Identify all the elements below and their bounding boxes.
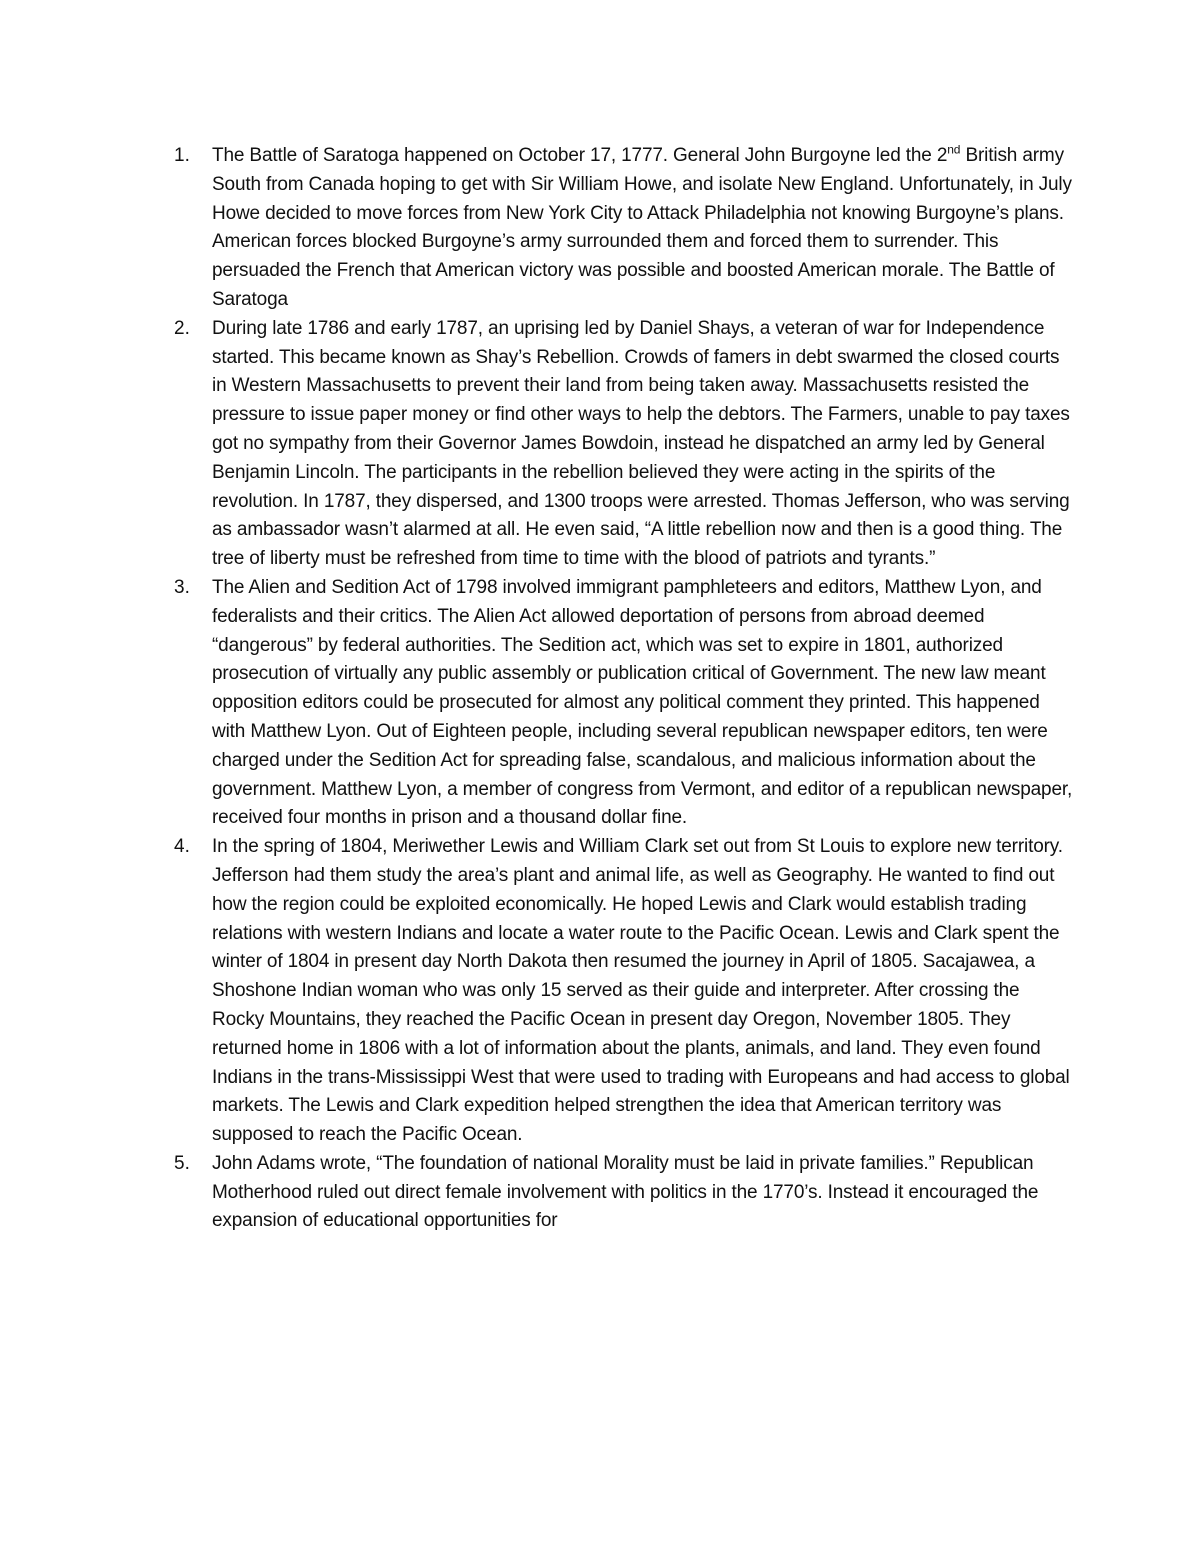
list-item-2 [174,315,1074,574]
list-item-3 [174,574,1074,833]
list-item-4 [174,833,1074,1150]
text-segment: British army South from Canada hoping to get with Sir William Howe, and isolate New England. Unfortunately, in July Howe decided to move forces from New York City to Attack Philadelphia not knowing Burgoyne’s plans. American forces blocked Burgoyne’s army surrounded them and forced them to surrender. This persuaded the French that American victory was possible and boosted American morale. The Battle of Saratoga [212,145,1072,310]
paragraph-text: The Alien and Sedition Act of 1798 involved immigrant pamphleteers and editors, Matthew Lyon, and federalists and their critics. The Alien Act allowed deportation of persons from abroad deemed “dangerous” by federal authorities. The Sedition act, which was set to expire in 1801, authorized prosecution of virtually any public assembly or publication critical of Government. The new law meant opposition editors could be prosecuted for almost any political comment they printed. This happened with Matthew Lyon. Out of Eighteen people, including several republican newspaper editors, ten were charged under the Sedition Act for spreading false, scandalous, and malicious information about the government. Matthew Lyon, a member of congress from Vermont, and editor of a republican newspaper, received four months in prison and a thousand dollar fine. [212,576,1073,829]
list-item-1 [174,142,1074,315]
text-segment: The Battle of Saratoga happened on October 17, 1777. General John Burgoyne led the 2 [212,145,948,166]
list-number: 2. [174,317,190,339]
paragraph-text: John Adams wrote, “The foundation of national Morality must be laid in private families.” Republican Motherhood ruled out direct female involvement with politics in the 1770’s. Instead it encouraged the expansion of educational opportunities for [212,1152,1039,1232]
list-number: 1. [174,145,190,166]
paragraph-text: During late 1786 and early 1787, an uprising led by Daniel Shays, a veteran of war for Independence started. This became known as Shay’s Rebellion. Crowds of famers in debt swarmed the closed courts in Western Massachusetts to prevent their land from being taken away. Massachusetts resisted the pressure to issue paper money or find other ways to help the debtors. The Farmers, unable to pay taxes got no sympathy from their Governor James Bowdoin, instead he dispatched an army led by General Benjamin Lincoln. The participants in the rebellion believed they were acting in the spirits of the revolution. In 1787, they dispersed, and 1300 troops were arrested. Thomas Jefferson, who was serving as ambassador wasn’t alarmed at all. He even said, “A little rebellion now and then is a good thing. The tree of liberty must be refreshed from time to time with the blood of patriots and tyrants.” [212,317,1070,570]
paragraph-text: In the spring of 1804, Meriwether Lewis and William Clark set out from St Louis to explore new territory. Jefferson had them study the area’s plant and animal life, as well as Geography. He wanted to find out how the region could be exploited economically. He hoped Lewis and Clark would establish trading relations with western Indians and locate a water route to the Pacific Ocean. Lewis and Clark spent the winter of 1804 in present day North Dakota then resumed the journey in April of 1805. Sacajawea, a Shoshone Indian woman who was only 15 served as their guide and interpreter. After crossing the Rocky Mountains, they reached the Pacific Ocean in present day Oregon, November 1805. They returned home in 1806 with a lot of information about the plants, animals, and land. They even found Indians in the trans-Mississippi West that were used to trading with Europeans and had access to global markets. The Lewis and Clark expedition helped strengthen the idea that American territory was supposed to reach the Pacific Ocean. [212,836,1070,1146]
list-number: 3. [174,576,190,598]
paragraph-text [212,142,1074,315]
numbered-list [174,142,1074,1236]
list-number: 4. [174,836,190,858]
list-item-5 [174,1150,1074,1236]
list-number: 5. [174,1152,190,1174]
ordinal-superscript: nd [947,142,961,157]
